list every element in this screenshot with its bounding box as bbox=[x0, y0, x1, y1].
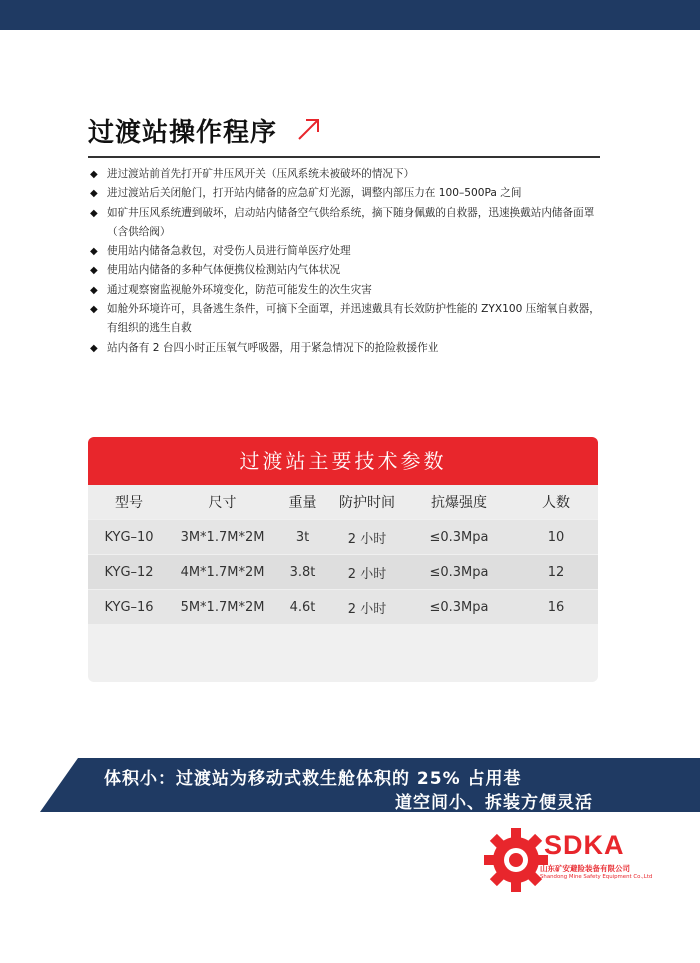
list-item bbox=[90, 281, 600, 300]
list-item bbox=[90, 242, 600, 261]
table-cell: 10 bbox=[547, 529, 565, 545]
banner-line-2: 道空间小、拆装方便灵活 bbox=[395, 793, 593, 813]
list-item bbox=[90, 300, 600, 339]
column-header: 型号 bbox=[115, 495, 143, 511]
banner-line-1: 体积小：过渡站为移动式救生舱体积的 25% 占用巷 bbox=[104, 769, 522, 789]
table-cell: ≤0.3Mpa bbox=[429, 564, 489, 580]
table-cell: 3.8t bbox=[289, 564, 316, 580]
gear-logo-icon bbox=[482, 826, 550, 894]
procedure-text: 如矿井压风系统遭到破坏，启动站内储备空气供给系统，摘下随身佩戴的自救器，迅速换戴站内储备面罩（含供给阀） bbox=[107, 206, 595, 238]
company-name-cn: 山东矿安避险装备有限公司 bbox=[540, 864, 630, 873]
procedure-text: 使用站内储备急救包，对受伤人员进行简单医疗处理 bbox=[107, 245, 351, 258]
table-cell: 3M*1.7M*2M bbox=[180, 529, 265, 545]
table-row bbox=[88, 555, 598, 589]
table-row bbox=[88, 590, 598, 624]
table-cell: 12 bbox=[547, 564, 565, 580]
procedure-text: 站内备有 2 台四小时正压氧气呼吸器，用于紧急情况下的抢险救援作业 bbox=[107, 341, 439, 354]
table-cell: KYG–10 bbox=[104, 529, 154, 545]
diamond-bullet-icon: ◆ bbox=[90, 246, 98, 258]
diamond-bullet-icon: ◆ bbox=[90, 284, 98, 296]
table-cell: 5M*1.7M*2M bbox=[180, 599, 265, 615]
list-item bbox=[90, 339, 600, 358]
procedure-text: 使用站内储备的多种气体便携仪检测站内气体状况 bbox=[107, 264, 341, 277]
table-cell: 3t bbox=[295, 529, 310, 545]
procedure-text: 进过渡站前首先打开矿井压风开关（压风系统未被破坏的情况下） bbox=[107, 168, 415, 180]
table-cell: ≤0.3Mpa bbox=[429, 599, 489, 615]
list-item bbox=[90, 184, 600, 203]
procedure-text: 通过观察窗监视舱外环境变化，防范可能发生的次生灾害 bbox=[107, 283, 372, 296]
specs-table-title: 过渡站主要技术参数 bbox=[88, 437, 598, 485]
top-color-bar bbox=[0, 0, 700, 30]
column-header: 重量 bbox=[288, 495, 317, 511]
arrow-up-right-icon bbox=[296, 116, 322, 142]
column-header: 抗爆强度 bbox=[431, 495, 487, 511]
company-name-en: Shandong Mine Safety Equipment Co.,Ltd bbox=[540, 874, 653, 880]
column-header: 人数 bbox=[542, 495, 570, 511]
diamond-bullet-icon: ◆ bbox=[90, 188, 98, 200]
diamond-bullet-icon: ◆ bbox=[90, 304, 98, 316]
procedure-list bbox=[90, 165, 600, 358]
page-title: 过渡站操作程序 bbox=[88, 118, 278, 148]
brand-logo-text: SDKA bbox=[544, 830, 625, 860]
diamond-bullet-icon: ◆ bbox=[90, 265, 98, 277]
procedure-text: 如舱外环境许可，具备逃生条件，可摘下全面罩，并迅速戴具有长效防护性能的 ZYX100 压缩氧自救器，有组织的逃生自救 bbox=[107, 303, 600, 335]
table-cell: KYG–16 bbox=[104, 599, 154, 615]
column-header: 尺寸 bbox=[208, 495, 237, 511]
diamond-bullet-icon: ◆ bbox=[90, 207, 98, 219]
column-header: 防护时间 bbox=[339, 495, 395, 511]
procedure-text: 进过渡站后关闭舱门，打开站内储备的应急矿灯光源，调整内部压力在 100–500Pa 之间 bbox=[107, 187, 522, 200]
table-cell: 4M*1.7M*2M bbox=[180, 564, 265, 580]
list-item bbox=[90, 165, 600, 184]
specs-table bbox=[88, 437, 598, 682]
table-cell: 2 小时 bbox=[347, 566, 387, 582]
table-cell: KYG–12 bbox=[104, 564, 154, 580]
table-cell: ≤0.3Mpa bbox=[429, 529, 489, 545]
title-divider bbox=[88, 156, 600, 158]
table-cell: 16 bbox=[547, 599, 565, 615]
list-item bbox=[90, 261, 600, 280]
table-header-row bbox=[88, 485, 598, 519]
table-row bbox=[88, 520, 598, 554]
diamond-bullet-icon: ◆ bbox=[90, 169, 98, 180]
table-cell: 4.6t bbox=[289, 599, 316, 615]
table-cell: 2 小时 bbox=[347, 531, 387, 547]
list-item bbox=[90, 204, 600, 243]
diamond-bullet-icon: ◆ bbox=[90, 342, 98, 354]
table-cell: 2 小时 bbox=[347, 601, 387, 617]
